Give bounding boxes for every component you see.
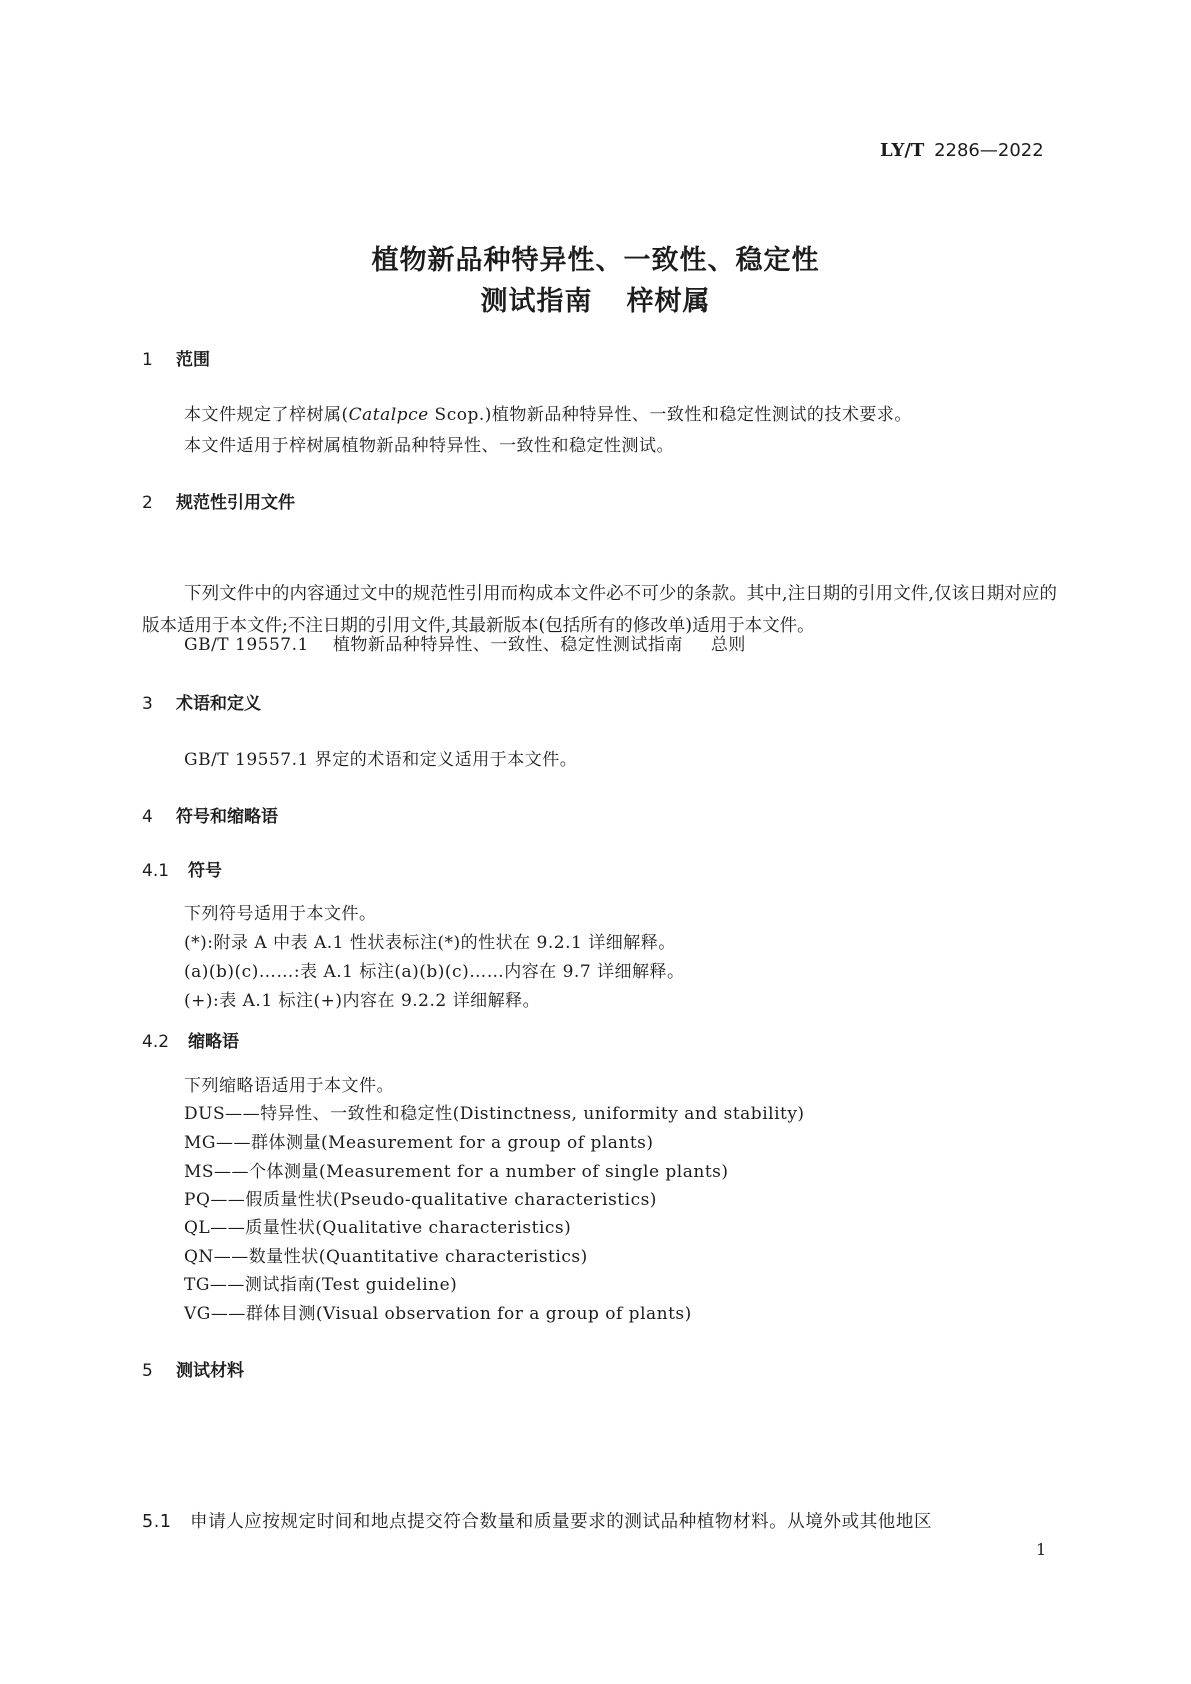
text-run: Scop.)植物新品种特异性、一致性和稳定性测试的技术要求。	[428, 405, 912, 425]
symbols-line: (*):附录 A 中表 A.1 性状表标注(*)的性状在 9.2.1 详细解释。	[184, 933, 676, 953]
abbreviation-line: TG——测试指南(Test guideline)	[184, 1275, 458, 1295]
section-title: 缩略语	[188, 1032, 239, 1052]
section-4-2-heading	[142, 1027, 239, 1052]
symbols-line: (+):表 A.1 标注(+)内容在 9.2.2 详细解释。	[184, 991, 541, 1011]
section-5-heading	[142, 1356, 244, 1381]
clause-number: 5.1	[142, 1512, 172, 1532]
section-4-heading	[142, 802, 278, 827]
symbols-line: 下列符号适用于本文件。	[184, 904, 377, 924]
normative-reference	[184, 630, 746, 655]
section-number: 4.1	[142, 861, 170, 881]
standard-number: 2286—2022	[934, 140, 1044, 161]
symbols-line: (a)(b)(c)……:表 A.1 标注(a)(b)(c)……内容在 9.7 详细解释。	[184, 962, 685, 982]
standard-prefix: LY/T	[880, 140, 925, 161]
section-title: 测试材料	[176, 1361, 244, 1381]
abbreviation-line: PQ——假质量性状(Pseudo-qualitative characteristics)	[184, 1190, 657, 1210]
latin-genus-name: Catalpce	[348, 405, 429, 425]
abbreviation-line: QL——质量性状(Qualitative characteristics)	[184, 1218, 572, 1238]
reference-title: 植物新品种特异性、一致性、稳定性测试指南	[332, 635, 683, 655]
section-number: 1	[142, 350, 153, 370]
section-3-heading	[142, 689, 261, 714]
document-title-part-b: 梓树属	[626, 286, 711, 317]
section-number: 4.2	[142, 1032, 170, 1052]
section-3-paragraph: GB/T 19557.1 界定的术语和定义适用于本文件。	[184, 750, 578, 770]
text-run: 本文件规定了梓树属(	[184, 405, 349, 425]
section-title: 符号和缩略语	[176, 807, 278, 827]
section-2-heading	[142, 488, 295, 513]
abbreviation-line: MS——个体测量(Measurement for a number of single plants)	[184, 1162, 729, 1182]
document-title-line-2	[0, 279, 1191, 318]
page-number: 1	[1036, 1540, 1047, 1559]
document-title-line-1: 植物新品种特异性、一致性、稳定性	[371, 245, 820, 276]
section-number: 3	[142, 694, 153, 714]
section-number: 2	[142, 493, 153, 513]
section-2-paragraph: 下列文件中的内容通过文中的规范性引用而构成本文件必不可少的条款。其中,注日期的引用文件,仅该日期对应的版本适用于本文件;不注日期的引用文件,其最新版本(包括所有的修改单)适用于本文件。	[142, 584, 1057, 636]
abbreviation-line: MG——群体测量(Measurement for a group of plants)	[184, 1133, 654, 1153]
document-title-part-a: 测试指南	[480, 286, 593, 317]
section-title: 符号	[188, 861, 222, 881]
standard-code	[880, 140, 1044, 161]
section-1-paragraph-2: 本文件适用于梓树属植物新品种特异性、一致性和稳定性测试。	[184, 436, 674, 456]
section-number: 5	[142, 1361, 153, 1381]
abbreviation-line: DUS——特异性、一致性和稳定性(Distinctness, uniformity and stability)	[184, 1104, 805, 1124]
abbreviation-line: QN——数量性状(Quantitative characteristics)	[184, 1247, 588, 1267]
section-1-paragraph-1	[184, 400, 912, 425]
section-title: 范围	[176, 350, 210, 370]
abbreviation-line: VG——群体目测(Visual observation for a group of plants)	[184, 1304, 692, 1324]
section-title: 规范性引用文件	[176, 493, 295, 513]
reference-subtitle: 总则	[710, 635, 746, 655]
section-1-heading	[142, 345, 210, 370]
reference-code: GB/T 19557.1	[184, 635, 309, 655]
clause-text: 申请人应按规定时间和地点提交符合数量和质量要求的测试品种植物材料。从境外或其他地区	[190, 1512, 933, 1532]
clause-5-1	[142, 1508, 932, 1533]
section-number: 4	[142, 807, 153, 827]
abbreviation-line: 下列缩略语适用于本文件。	[184, 1076, 394, 1096]
section-4-1-heading	[142, 856, 222, 881]
section-title: 术语和定义	[176, 694, 261, 714]
